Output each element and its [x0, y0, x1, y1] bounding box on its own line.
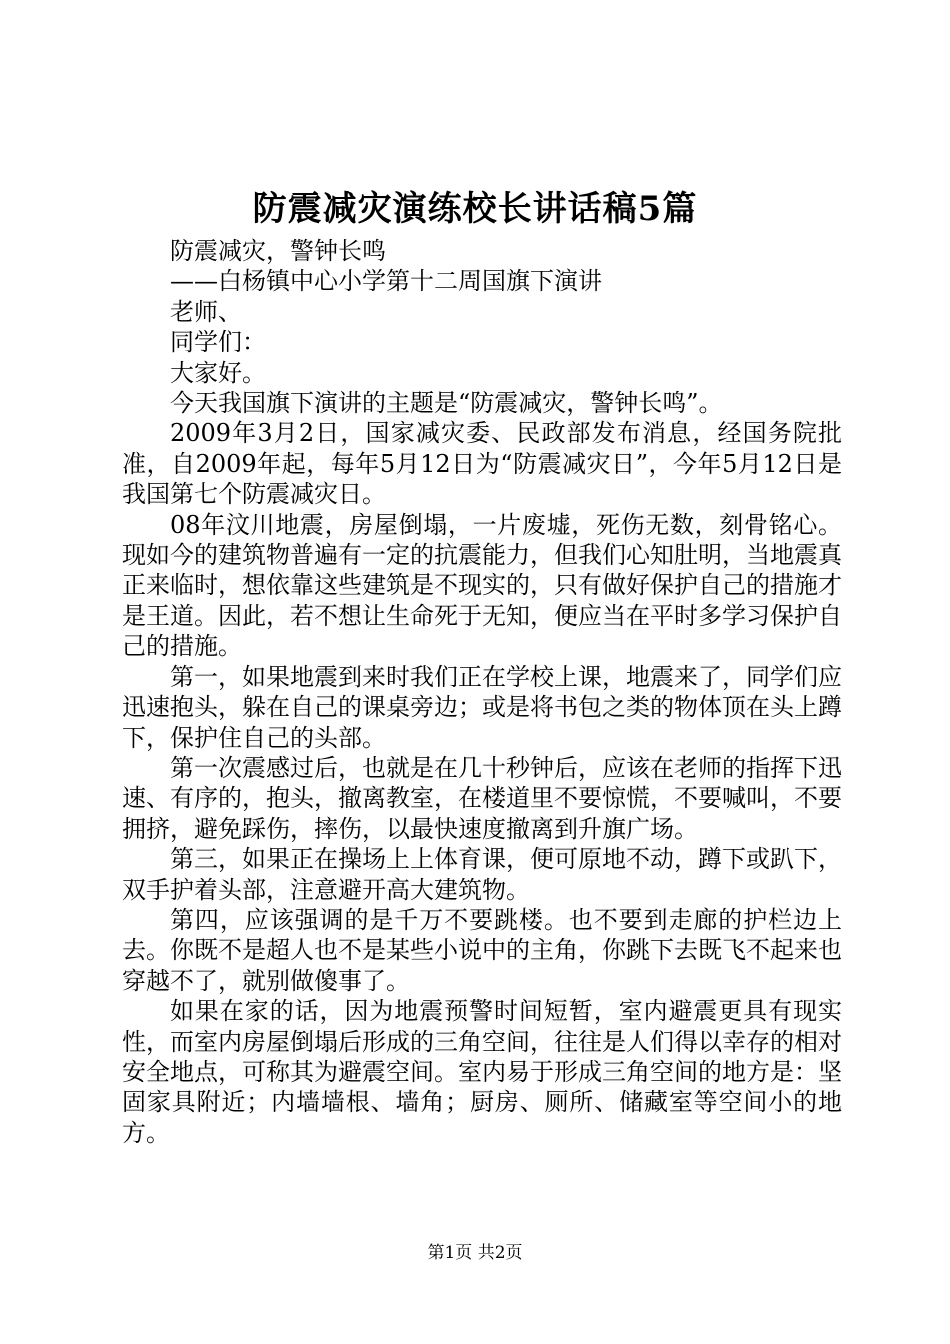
paragraph-fourth: 第四，应该强调的是千万不要跳楼。也不要到走廊的护栏边上去。你既不是超人也不是某些小说中的主角，你跳下去既飞不起来也穿越不了，就别做傻事了。	[122, 905, 842, 995]
paragraph-first: 第一，如果地震到来时我们正在学校上课，地震来了，同学们应迅速抱头，躲在自己的课桌旁边；或是将书包之类的物体顶在头上蹲下，保护住自己的头部。	[122, 662, 842, 752]
paragraph-heading: 防震减灾，警钟长鸣	[170, 237, 386, 265]
paragraph-topic: 今天我国旗下演讲的主题是“防震减灾，警钟长鸣”。	[170, 389, 723, 418]
document-title: 防震减灾演练校长讲话稿5篇	[252, 189, 698, 229]
paragraph-first-evacuation: 第一次震感过后，也就是在几十秒钟后，应该在老师的指挥下迅速、有序的，抱头，撤离教室，在楼道里不要惊慌，不要喊叫，不要拥挤，避免踩伤，摔伤，以最快速度撤离到升旗广场。	[122, 753, 842, 843]
page-footer: 第1页 共2页	[427, 1243, 523, 1263]
paragraph-at-home: 如果在家的话，因为地震预警时间短暂，室内避震更具有现实性，而室内房屋倒塌后形成的三角空间，往往是人们得以幸存的相对安全地点，可称其为避震空间。室内易于形成三角空间的地方是：坚固家具附近；内墙墙根、墙角；厨房、厕所、储藏室等空间小的地方。	[122, 997, 842, 1147]
paragraph-subheading: ——白杨镇中心小学第十二周国旗下演讲	[170, 267, 602, 296]
paragraph-salutation-teachers: 老师、	[170, 297, 242, 326]
document-body	[122, 236, 842, 1148]
paragraph-wenchuan: 08年汶川地震，房屋倒塌，一片废墟，死伤无数，刻骨铭心。现如今的建筑物普遍有一定的抗震能力，但我们心知肚明，当地震真正来临时，想依靠这些建筑是不现实的，只有做好保护自己的措施才是王道。因此，若不想让生命死于无知，便应当在平时多学习保护自己的措施。	[122, 510, 842, 661]
paragraph-greeting: 大家好。	[170, 358, 266, 387]
paragraph-salutation-students: 同学们：	[170, 328, 266, 357]
paragraph-history: 2009年3月2日，国家减灾委、民政部发布消息，经国务院批准，自2009年起，每年5月12日为“防震减灾日”，今年5月12日是我国第七个防震减灾日。	[122, 419, 842, 509]
paragraph-third: 第三，如果正在操场上上体育课，便可原地不动，蹲下或趴下，双手护着头部，注意避开高大建筑物。	[122, 845, 842, 904]
